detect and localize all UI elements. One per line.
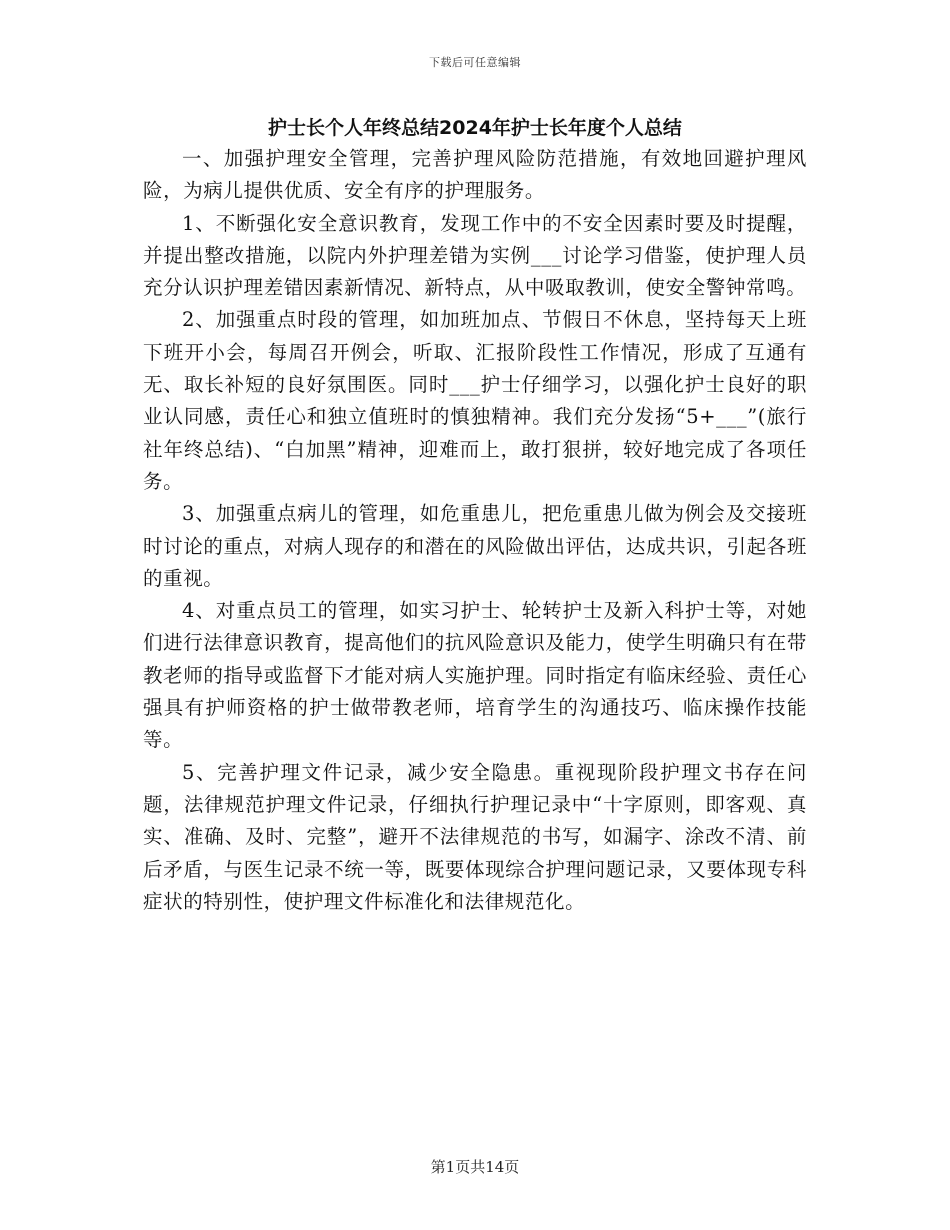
paragraph-item-1: 1、不断强化安全意识教育，发现工作中的不安全因素时要及时提醒，并提出整改措施，以院内外护理差错为实例___讨论学习借鉴，使护理人员充分认识护理差错因素新情况、新特点，从中吸取教训，使安全警钟常鸣。: [143, 211, 807, 300]
document-title: 护士长个人年终总结2024年护士长年度个人总结: [268, 117, 682, 139]
header-note: 下载后可任意编辑: [429, 56, 521, 69]
paragraph-section-one: 一、加强护理安全管理，完善护理风险防范措施，有效地回避护理风险，为病儿提供优质、安全有序的护理服务。: [143, 147, 807, 203]
paragraph-item-3: 3、加强重点病儿的管理，如危重患儿，把危重患儿做为例会及交接班时讨论的重点，对病人现存的和潜在的风险做出评估，达成共识，引起各班的重视。: [143, 502, 807, 590]
paragraph-item-2: 2、加强重点时段的管理，如加班加点、节假日不休息，坚持每天上班下班开小会，每周召开例会，听取、汇报阶段性工作情况，形成了互通有无、取长补短的良好氛围医。同时___护士仔细学习，以强化护士良好的职业认同感，责任心和独立值班时的慎独精神。我们充分发扬“5+___”(旅行社年终总结)、“白加黑”精神，迎难而上，敢打狠拼，较好地完成了各项任务。: [143, 308, 807, 493]
document-body: [143, 143, 807, 918]
paragraph-item-4: 4、对重点员工的管理，如实习护士、轮转护士及新入科护士等，对她们进行法律意识教育，提高他们的抗风险意识及能力，使学生明确只有在带教老师的指导或监督下才能对病人实施护理。同时指定有临床经验、责任心强具有护师资格的护士做带教老师，培育学生的沟通技巧、临床操作技能等。: [143, 599, 807, 752]
page-footer: 第1页共14页: [430, 1158, 520, 1176]
paragraph-item-5: 5、完善护理文件记录，减少安全隐患。重视现阶段护理文书存在问题，法律规范护理文件记录，仔细执行护理记录中“十字原则，即客观、真实、准确、及时、完整”，避开不法律规范的书写，如漏字、涂改不清、前后矛盾，与医生记录不统一等，既要体现综合护理问题记录，又要体现专科症状的特别性，使护理文件标准化和法律规范化。: [143, 760, 807, 913]
